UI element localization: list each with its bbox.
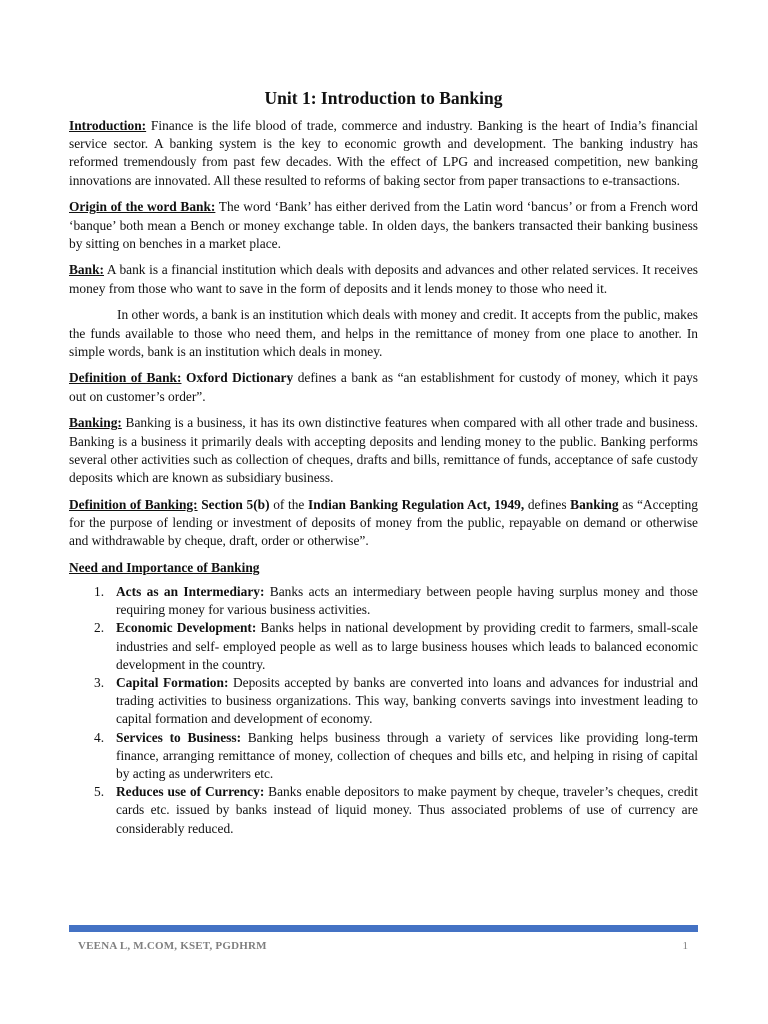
definition-of-bank-paragraph — [69, 369, 698, 405]
origin-paragraph — [69, 198, 698, 253]
definition-of-bank-text: defines a bank as “an establishment for custody of money, which it pays out on customer’s order”. — [69, 370, 698, 404]
defines-text: defines — [524, 496, 571, 512]
page-title: Unit 1: Introduction to Banking — [264, 88, 503, 108]
act-reference: Indian Banking Regulation Act, 1949, — [308, 496, 525, 512]
list-item — [69, 583, 698, 619]
banking-text: Banking is a business, it has its own distinctive features when compared with all other trade and business. Banking is a business it primarily deals with accepting deposits and lending money to the public. Banking performs several other activities such as collection of cheques, drafts and bills, remittance of funds, acceptance of safe custody deposits which are known as subsidiary business. — [69, 415, 698, 485]
list-item-number: 1. — [94, 583, 105, 599]
list-item-title: Services to Business: — [116, 729, 242, 745]
list-item-title: Economic Development: — [116, 620, 257, 636]
list-item-text: Banking helps business through a variety of services like providing long-term finance, arranging remittance of money, collection of cheques and bills etc, and helping in rising of capital by acting as underwriters etc. — [116, 729, 698, 781]
intro-paragraph — [69, 117, 698, 190]
section-reference: Section 5(b) — [201, 496, 270, 512]
page-content — [69, 86, 698, 838]
footer-rule — [69, 925, 698, 932]
bank-paragraph — [69, 261, 698, 297]
list-item — [69, 619, 698, 674]
origin-text: The word ‘Bank’ has either derived from the Latin word ‘bancus’ or from a French word ‘banque’ both mean a Bench or money exchange table. In olden days, the bankers transacted their banking business by sitting on benches in a market place. — [69, 199, 698, 251]
need-importance-heading: Need and Importance of Banking — [69, 559, 260, 575]
page-number: 1 — [682, 940, 688, 952]
definition-of-banking-paragraph — [69, 496, 698, 551]
list-item-number: 3. — [94, 674, 105, 690]
list-item-number: 5. — [94, 784, 105, 800]
list-item-text: Banks helps in national development by providing credit to farmers, small-scale industries and self- employed people as well as to large business houses which leads to balanced economic development in the country. — [116, 620, 698, 672]
list-item-number: 2. — [94, 620, 105, 636]
list-item — [69, 674, 698, 729]
banking-paragraph — [69, 414, 698, 487]
bank-text: A bank is a financial institution which deals with deposits and advances and other related services. It receives money from those who want to save in the form of deposits and it lends money to those who need it. — [69, 262, 698, 296]
list-item-title: Reduces use of Currency: — [116, 784, 265, 800]
of-the-text: of the — [269, 496, 308, 512]
list-item-text: Banks enable depositors to make payment by cheque, traveler’s cheques, credit cards etc. issued by banks instead of liquid money. Thus associated problems of use of currency are considerably reduced. — [116, 784, 698, 836]
list-item-title: Acts as an Intermediary: — [116, 583, 265, 599]
list-item — [69, 783, 698, 838]
list-item-text: Banks acts an intermediary between people having surplus money and those requiring money for various business activities. — [116, 583, 698, 618]
list-item-number: 4. — [94, 729, 105, 745]
intro-label: Introduction: — [69, 118, 147, 133]
list-item — [69, 729, 698, 784]
footer-author: VEENA L, M.COM, KSET, PGDHRM — [78, 940, 267, 952]
definition-of-banking-label: Definition of Banking: — [69, 496, 198, 512]
banking-label: Banking: — [69, 415, 122, 431]
intro-text: Finance is the life blood of trade, commerce and industry. Banking is the heart of India’s financial service sector. A banking system is the key to economic growth and development. The banking industry has reformed tremendously from past few decades. With the effect of LPG and increased competition, new banking innovations are innovated. All these resulted to reforms of baking sector from paper transactions to e-transactions. — [69, 118, 698, 188]
other-words-paragraph: In other words, a bank is an institution which deals with money and credit. It accepts from the public, makes the funds available to those who need them, and helps in the remittance of money from one place to another. In simple words, bank is an institution which deals in money. — [69, 307, 698, 359]
definition-of-bank-label: Definition of Bank: — [69, 370, 182, 386]
bank-label: Bank: — [69, 262, 104, 278]
origin-label: Origin of the word Bank: — [69, 199, 216, 215]
banking-term: Banking — [570, 496, 619, 512]
list-item-text: Deposits accepted by banks are converted into loans and advances for industrial and trading activities to business organizations. This way, banking converts savings into investment leading to capital formation and development of economy. — [116, 674, 698, 727]
list-item-title: Capital Formation: — [116, 674, 229, 690]
oxford-dictionary-source: Oxford Dictionary — [186, 370, 294, 386]
need-importance-list — [69, 583, 698, 838]
definition-of-banking-text: as “Accepting for the purpose of lending or investment of deposits of money from the public, repayable on demand or otherwise and withdrawable by cheque, draft, order or otherwise”. — [69, 496, 698, 549]
